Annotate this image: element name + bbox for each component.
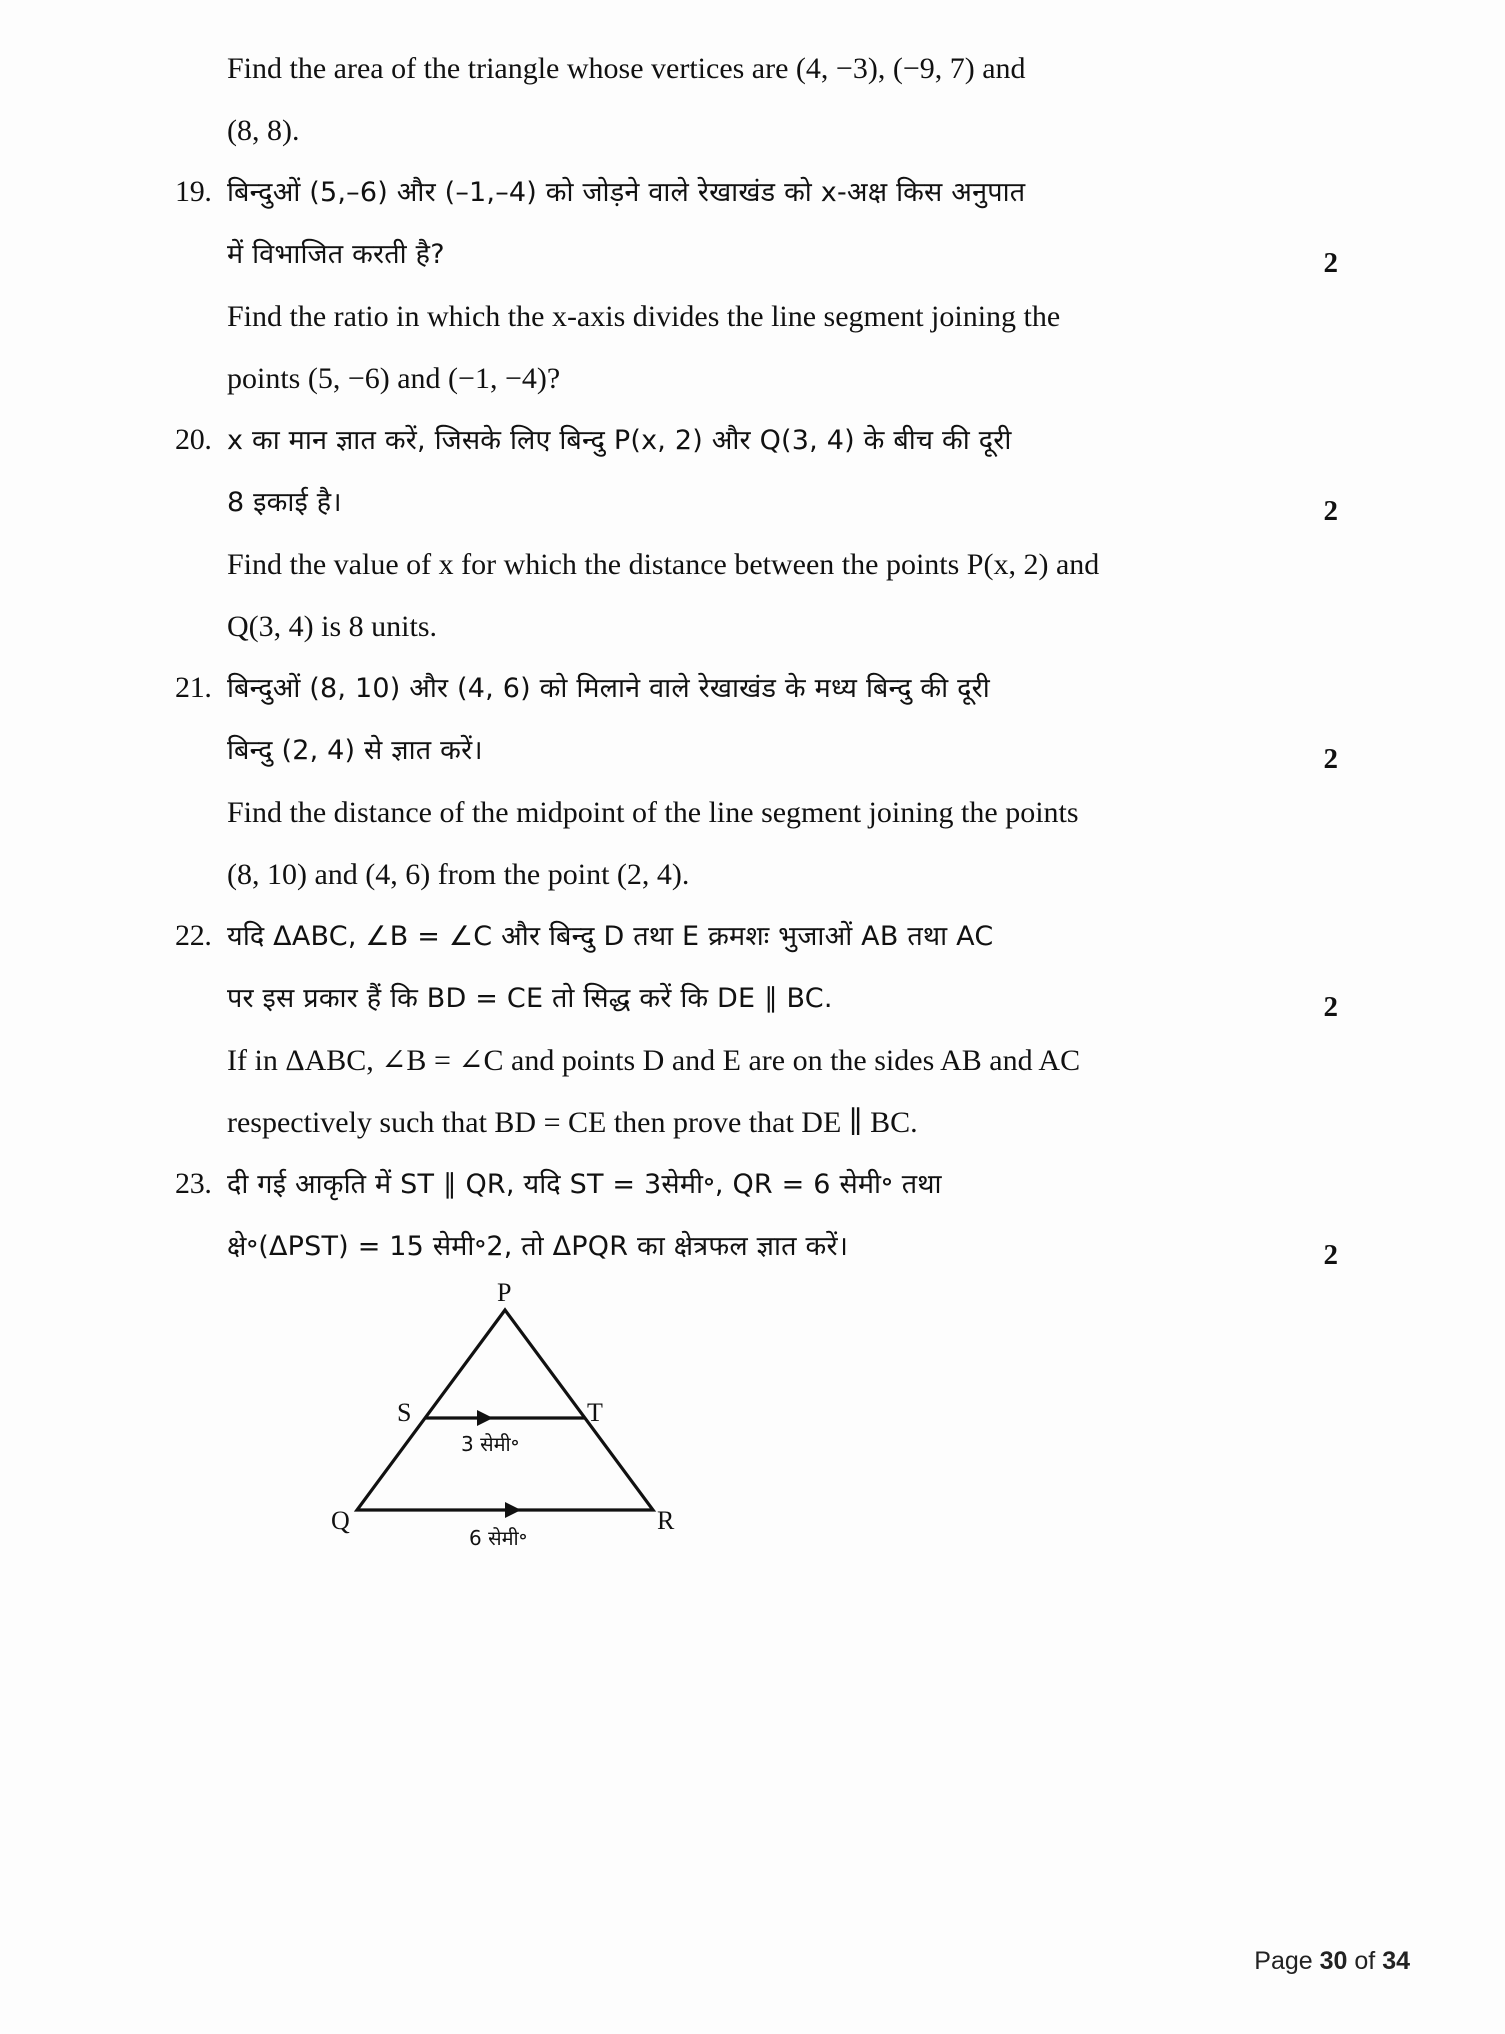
question-number-22: 22.	[175, 919, 212, 952]
footer-prefix: Page	[1254, 1947, 1320, 1975]
vertex-label-r: R	[657, 1506, 675, 1535]
marks-badge-21: 2	[1323, 743, 1338, 775]
question-line	[175, 596, 1330, 658]
question-line	[175, 720, 1338, 782]
question-line	[175, 658, 1330, 720]
question-text-hi: बिन्दुओं (5,–6) और (–1,–4) को जोड़ने वाले रेखाखंड को x-अक्ष किस अनुपात	[227, 177, 1026, 208]
marks-badge-20: 2	[1323, 495, 1338, 527]
footer-total-pages: 34	[1382, 1947, 1410, 1975]
vertex-label-p: P	[497, 1278, 512, 1307]
question-text-hi: बिन्दु (2, 4) से ज्ञात करें।	[227, 735, 483, 766]
question-block-continuation	[175, 38, 1330, 162]
question-number-23: 23.	[175, 1167, 212, 1200]
question-line	[175, 782, 1330, 844]
question-number-21: 21.	[175, 671, 212, 704]
question-number-19: 19.	[175, 175, 212, 208]
question-line	[175, 472, 1338, 534]
triangle-figure	[331, 1278, 755, 1588]
question-line	[175, 968, 1338, 1030]
footer-current-page: 30	[1319, 1947, 1348, 1975]
question-line	[175, 38, 1330, 100]
question-block-20	[175, 410, 1338, 658]
st-length-label: 3 सेमी॰	[461, 1432, 520, 1456]
question-text-en: Find the value of x for which the distance between the points P(x, 2) and	[227, 548, 1100, 581]
question-text-en: Q(3, 4) is 8 units.	[227, 610, 437, 643]
question-text-en: If in ΔABC, ∠B = ∠C and points D and E are on the sides AB and AC	[227, 1044, 1081, 1077]
question-line	[175, 1030, 1330, 1092]
question-block-19	[175, 162, 1338, 410]
page-footer	[1254, 1947, 1410, 1976]
question-block-21	[175, 658, 1338, 906]
question-text-en: points (5, −6) and (−1, −4)?	[227, 362, 561, 395]
question-line	[175, 1154, 1330, 1216]
point-label-t: T	[587, 1398, 603, 1427]
question-number-20: 20.	[175, 423, 212, 456]
question-line	[175, 534, 1330, 596]
question-line	[175, 162, 1330, 224]
question-text-hi: क्षे॰(ΔPST) = 15 सेमी॰2, तो ΔPQR का क्षेत्रफल ज्ञात करें।	[227, 1231, 849, 1262]
footer-middle: of	[1347, 1947, 1383, 1975]
question-line	[175, 348, 1330, 410]
marks-badge-23: 2	[1323, 1239, 1338, 1271]
question-text-en: (8, 8).	[227, 114, 300, 147]
st-direction-arrow-icon	[477, 1410, 493, 1426]
question-text-hi: दी गई आकृति में ST ∥ QR, यदि ST = 3सेमी॰, QR = 6 सेमी॰ तथा	[227, 1169, 942, 1200]
marks-badge-22: 2	[1323, 991, 1338, 1023]
question-line	[175, 100, 1330, 162]
question-list	[175, 38, 1338, 1598]
vertex-label-q: Q	[331, 1506, 350, 1535]
question-line	[175, 906, 1330, 968]
question-text-hi: बिन्दुओं (8, 10) और (4, 6) को मिलाने वाले रेखाखंड के मध्य बिन्दु की दूरी	[227, 673, 990, 704]
question-line	[175, 1092, 1330, 1154]
marks-badge-19: 2	[1323, 247, 1338, 279]
question-line	[175, 286, 1330, 348]
question-text-hi: पर इस प्रकार हैं कि BD = CE तो सिद्ध करें कि DE ∥ BC.	[227, 983, 833, 1014]
question-line	[175, 410, 1330, 472]
question-text-hi: में विभाजित करती है?	[227, 239, 445, 270]
figure-container	[175, 1278, 1330, 1598]
qr-length-label: 6 सेमी॰	[469, 1526, 528, 1550]
question-text-en: respectively such that BD = CE then prove that DE ∥ BC.	[227, 1106, 918, 1139]
question-line	[175, 844, 1330, 906]
question-text-en: Find the area of the triangle whose vertices are (4, −3), (−9, 7) and	[227, 52, 1026, 85]
question-text-en: Find the distance of the midpoint of the line segment joining the points	[227, 796, 1079, 829]
question-text-hi: x का मान ज्ञात करें, जिसके लिए बिन्दु P(x, 2) और Q(3, 4) के बीच की दूरी	[227, 425, 1012, 456]
question-text-hi: यदि ΔABC, ∠B = ∠C और बिन्दु D तथा E क्रमशः भुजाओं AB तथा AC	[227, 921, 994, 952]
question-block-22	[175, 906, 1338, 1154]
point-label-s: S	[397, 1398, 412, 1427]
triangle-svg	[335, 1288, 755, 1588]
qr-direction-arrow-icon	[505, 1502, 521, 1518]
question-line	[175, 1216, 1338, 1278]
question-text-hi: 8 इकाई है।	[227, 487, 342, 518]
question-line	[175, 224, 1338, 286]
question-text-en: Find the ratio in which the x-axis divides the line segment joining the	[227, 300, 1061, 333]
question-block-23	[175, 1154, 1338, 1278]
question-text-en: (8, 10) and (4, 6) from the point (2, 4).	[227, 858, 690, 891]
